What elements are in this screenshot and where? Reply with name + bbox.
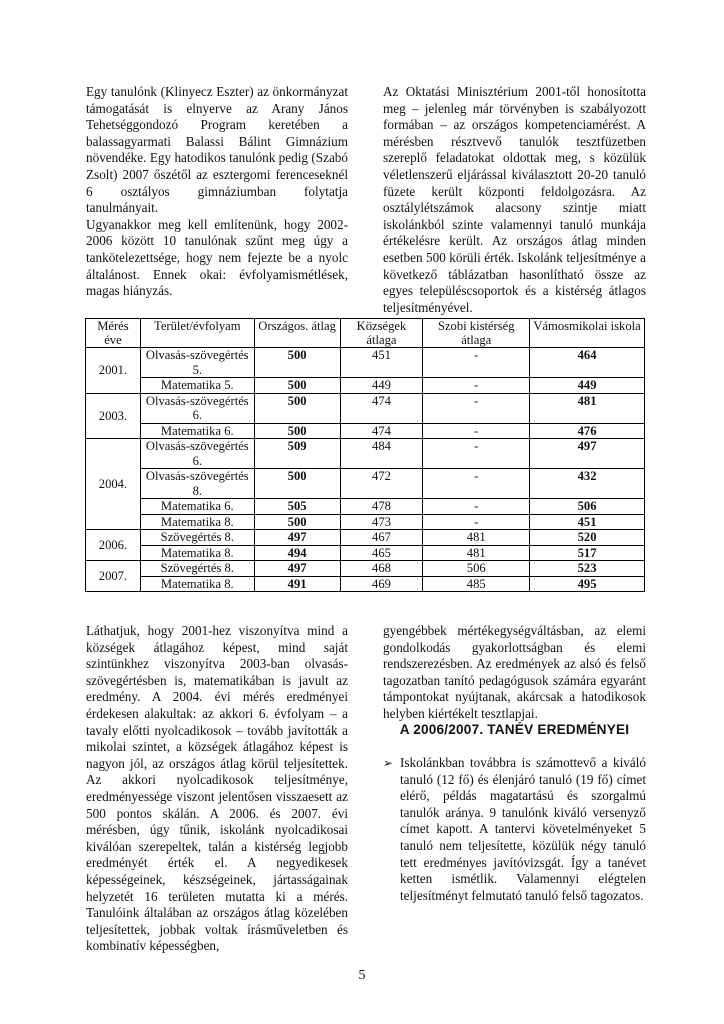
- paragraph-competency-assessment: Az Oktatási Minisztérium 2001-től honosította meg – jelenleg már törvényben is szabályozott formában – az országos kompetenciamérést. A mérésben résztvevő tanulók tesztfüzetben szereplő feladatokat oldottak meg, s közülük véletlenszerű eljárással kiválasztott 20-20 tanuló füzete került központi feldolgozásra. Az osztálylétszámok alacsony szintje miatt iskolánkból szinte valamennyi tanuló munkája értékelésre került. Az országos átlag minden esetben 500 körüli érték. Iskolánk teljesítménye a következő táblázatban hasonlítható össze az egyes településcsoportok és a kistérség átlagos teljesítményével.: [383, 84, 646, 315]
- cell-szob-average: -: [423, 423, 530, 439]
- cell-area: Olvasás-szövegértés 5.: [140, 348, 254, 378]
- table-header-row: [86, 319, 645, 348]
- cell-area: Olvasás-szövegértés 8.: [140, 469, 254, 499]
- list-item: [383, 755, 646, 904]
- cell-school-result: 520: [530, 530, 645, 546]
- cell-national-average: 500: [254, 514, 340, 530]
- intro-right-column: [383, 84, 646, 316]
- cell-szob-average: 485: [423, 576, 530, 592]
- cell-villages-average: 478: [340, 499, 423, 515]
- header-school: Vámosmikolai iskola: [530, 319, 645, 348]
- cell-school-result: 523: [530, 561, 645, 577]
- cell-year: 2006.: [86, 530, 141, 561]
- cell-year: 2007.: [86, 561, 141, 592]
- cell-villages-average: 474: [340, 393, 423, 423]
- cell-national-average: 497: [254, 561, 340, 577]
- page-number: 5: [358, 968, 366, 983]
- table-row: [86, 469, 645, 499]
- table-row: [86, 348, 645, 378]
- header-area: Terület/évfolyam: [140, 319, 254, 348]
- cell-national-average: 494: [254, 545, 340, 561]
- cell-szob-average: 481: [423, 545, 530, 561]
- cell-school-result: 495: [530, 576, 645, 592]
- paragraph-dropouts: Ugyanakkor meg kell említenünk, hogy 2002-2006 között 10 tanulónak szűnt meg úgy a tankötelezettsége, hogy nem fejezte be a nyolc általánost. Ennek okai: évfolyamismétlések, magas hiányzás.: [86, 216, 348, 299]
- cell-school-result: 506: [530, 499, 645, 515]
- cell-area: Szövegértés 8.: [140, 530, 254, 546]
- bullet-list: [383, 755, 646, 904]
- cell-national-average: 497: [254, 530, 340, 546]
- cell-villages-average: 473: [340, 514, 423, 530]
- cell-year: 2003.: [86, 393, 141, 439]
- cell-villages-average: 472: [340, 469, 423, 499]
- cell-national-average: 509: [254, 439, 340, 469]
- intro-left-column: [86, 84, 348, 300]
- table-row: [86, 378, 645, 394]
- cell-villages-average: 474: [340, 423, 423, 439]
- cell-szob-average: -: [423, 514, 530, 530]
- arrow-bullet-icon: ➢: [383, 756, 394, 770]
- analysis-left-column: [86, 623, 348, 955]
- paragraph-analysis: Láthatjuk, hogy 2001-hez viszonyítva mind a községek átlagához képest, mind saját szintünkhez viszonyítva 2003-ban olvasás-szövegértésben is, matematikában is javult az eredmény. A 2004. évi mérés eredményei érdekesen alakultak: az akkori 6. évfolyam – a tavaly előtti nyolcadikosok – tovább javították a mikolai szintet, a községek átlagához képest is nagyon jól, az országos átlag körül teljesítettek. Az akkori nyolcadikosok teljesítménye, eredményessége viszont jelentősen visszaesett az 500 pontos skálán. A 2006. és 2007. évi mérésben, úgy tűnik, iskolánk nyolcadikosai kiválóan szerepeltek, talán a kistérség legjobb eredményét érték el. A negyedikesek képességeinek, készségeinek, jártasságainak helyzetét 16 területen mutatta ki a mérés. Tanulóink általában az országos átlag közelében teljesítettek, jobbak voltak írásműveletben és kombinatív képességben,: [86, 623, 348, 954]
- cell-school-result: 432: [530, 469, 645, 499]
- cell-national-average: 500: [254, 423, 340, 439]
- cell-area: Matematika 6.: [140, 499, 254, 515]
- table-row: [86, 393, 645, 423]
- table-row: [86, 530, 645, 546]
- table-row: [86, 423, 645, 439]
- cell-school-result: 476: [530, 423, 645, 439]
- cell-villages-average: 484: [340, 439, 423, 469]
- cell-villages-average: 449: [340, 378, 423, 394]
- cell-national-average: 500: [254, 348, 340, 378]
- cell-area: Matematika 8.: [140, 545, 254, 561]
- analysis-right-column: [383, 623, 646, 723]
- cell-villages-average: 465: [340, 545, 423, 561]
- cell-szob-average: -: [423, 348, 530, 378]
- cell-area: Szövegértés 8.: [140, 561, 254, 577]
- table-row: [86, 499, 645, 515]
- cell-school-result: 451: [530, 514, 645, 530]
- cell-area: Matematika 8.: [140, 514, 254, 530]
- header-year: Mérés éve: [86, 319, 141, 348]
- cell-area: Matematika 8.: [140, 576, 254, 592]
- paragraph-gifted-students: Egy tanulónk (Klinyecz Eszter) az önkormányzat támogatását is elnyerve az Arany János Tehetséggondozó Program keretében a balassagyarmati Balassi Bálint Gimnázium növendéke. Egy hatodikos tanulónk pedig (Szabó Zsolt) 2007 őszétől az esztergomi ferenceseknél 6 osztályos gimnáziumban folytatja tanulmányait.: [86, 84, 348, 216]
- cell-area: Olvasás-szövegértés 6.: [140, 393, 254, 423]
- results-table: [85, 318, 645, 592]
- cell-school-result: 481: [530, 393, 645, 423]
- table-body: [86, 348, 645, 592]
- table-row: [86, 561, 645, 577]
- cell-szob-average: -: [423, 499, 530, 515]
- cell-villages-average: 467: [340, 530, 423, 546]
- cell-year: 2004.: [86, 439, 141, 530]
- cell-area: Olvasás-szövegértés 6.: [140, 439, 254, 469]
- cell-national-average: 500: [254, 469, 340, 499]
- header-national: Országos. átlag: [254, 319, 340, 348]
- cell-villages-average: 451: [340, 348, 423, 378]
- table-row: [86, 439, 645, 469]
- cell-school-result: 464: [530, 348, 645, 378]
- cell-area: Matematika 5.: [140, 378, 254, 394]
- cell-villages-average: 468: [340, 561, 423, 577]
- cell-national-average: 500: [254, 378, 340, 394]
- cell-national-average: 500: [254, 393, 340, 423]
- cell-szob-average: -: [423, 393, 530, 423]
- cell-school-result: 449: [530, 378, 645, 394]
- bullet-text: Iskolánkban továbbra is számottevő a kiváló tanuló (12 fő) és élenjáró tanuló (19 fő) címet elérő, példás magatartású és szorgalmú tanulók aránya. 9 tanulónk kiváló versenyző címet kapott. A tantervi követelményeket 5 tanuló nem teljesítette, közülük négy tanuló tett eredményes javítóvizsgát. Így a tanévet ketten ismétlik. Valamennyi elégtelen teljesítményt felmutató tanuló felső tagozatos.: [400, 755, 646, 903]
- cell-szob-average: -: [423, 439, 530, 469]
- header-szob: Szobi kistérség átlaga: [423, 319, 530, 348]
- section-heading: A 2006/2007. TANÉV EREDMÉNYEI: [399, 722, 630, 737]
- paragraph-analysis-continued: gyengébbek mértékegységváltásban, az elemi gondolkodás gyakorlottságban és elemi rendszerezésben. Az eredmények az alsó és felső tagozatban tanító pedagógusok számára egyaránt támpontokat nyújtanak, akárcsak a hatodikosok helyben kiértékelt tesztlapjai.: [383, 623, 646, 721]
- cell-szob-average: -: [423, 469, 530, 499]
- cell-school-result: 517: [530, 545, 645, 561]
- header-villages: Községek átlaga: [340, 319, 423, 348]
- cell-national-average: 505: [254, 499, 340, 515]
- cell-szob-average: 481: [423, 530, 530, 546]
- cell-villages-average: 469: [340, 576, 423, 592]
- table-row: [86, 576, 645, 592]
- cell-national-average: 491: [254, 576, 340, 592]
- cell-szob-average: 506: [423, 561, 530, 577]
- cell-year: 2001.: [86, 348, 141, 394]
- table-row: [86, 545, 645, 561]
- cell-area: Matematika 6.: [140, 423, 254, 439]
- cell-szob-average: -: [423, 378, 530, 394]
- table-row: [86, 514, 645, 530]
- cell-school-result: 497: [530, 439, 645, 469]
